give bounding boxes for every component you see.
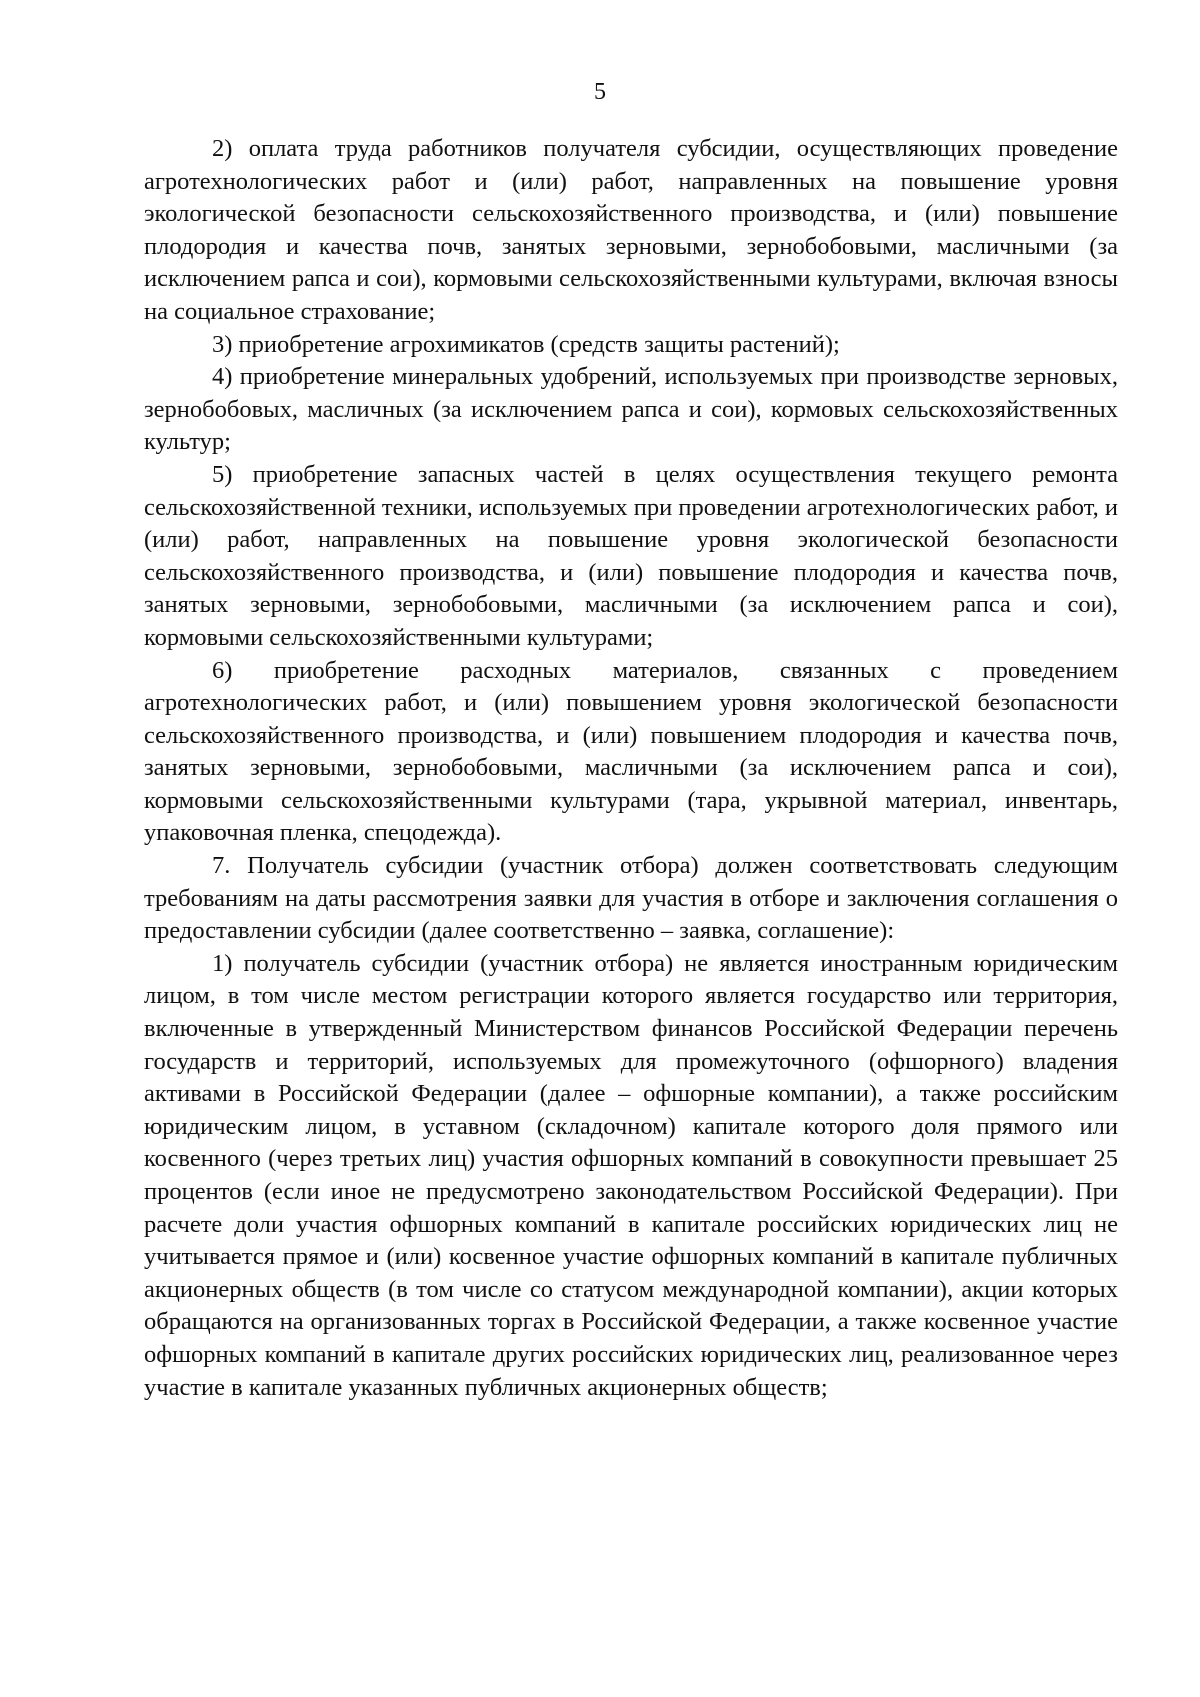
paragraph-item-6-consumables: 6) приобретение расходных материалов, связанных с проведением агротехнологических работ, и (или) повышением уровня экологической безопасности сельскохозяйственного производства, и (или) повышением плодородия и качества почв, занятых зерновыми, зернобобовыми, масличными (за исключением рапса и сои), кормовыми сельскохозяйственными культурами (тара, укрывной материал, инвентарь, упаковочная пленка, спецодежда). [144, 656, 1118, 847]
paragraph-item-5-spare-parts: 5) приобретение запасных частей в целях осуществления текущего ремонта сельскохозяйственной техники, используемых при проведении агротехнологических работ, и (или) работ, направленных на повышение уровня экологической безопасности сельскохозяйственного производства, и (или) повышение плодородия и качества почв, занятых зерновыми, зернобобовыми, масличными (за исключением рапса и сои), кормовыми сельскохозяйственными культурами; [144, 460, 1118, 651]
page-number: 5 [594, 79, 606, 105]
document-body [144, 133, 1118, 1404]
paragraph-requirement-1-offshore: 1) получатель субсидии (участник отбора) не является иностранным юридическим лицом, в том числе местом регистрации которого является государство или территория, включенные в утвержденный Министерством финансов Российской Федерации перечень государств и территорий, используемых для промежуточного (офшорного) владения активами в Российской Федерации (далее – офшорные компании), а также российским юридическим лицом, в уставном (складочном) капитале которого доля прямого или косвенного (через третьих лиц) участия офшорных компаний в совокупности превышает 25 процентов (если иное не предусмотрено законодательством Российской Федерации). При расчете доли участия офшорных компаний в капитале российских юридических лиц не учитывается прямое и (или) косвенное участие офшорных компаний в капитале публичных акционерных обществ (в том числе со статусом международной компании), акции которых обращаются на организованных торгах в Российской Федерации, а также косвенное участие офшорных компаний в капитале других российских юридических лиц, реализованное через участие в капитале указанных публичных акционерных обществ; [144, 949, 1118, 1401]
paragraph-item-4-fertilizers: 4) приобретение минеральных удобрений, используемых при производстве зерновых, зернобобовых, масличных (за исключением рапса и сои), кормовых сельскохозяйственных культур; [144, 363, 1118, 456]
paragraph-item-2-labor-costs: 2) оплата труда работников получателя субсидии, осуществляющих проведение агротехнологических работ и (или) работ, направленных на повышение уровня экологической безопасности сельскохозяйственного производства, и (или) повышение плодородия и качества почв, занятых зерновыми, зернобобовыми, масличными (за исключением рапса и сои), кормовыми сельскохозяйственными культурами, включая взносы на социальное страхование; [144, 135, 1118, 325]
paragraph-clause-7-requirements: 7. Получатель субсидии (участник отбора) должен соответствовать следующим требованиям на даты рассмотрения заявки для участия в отборе и заключения соглашения о предоставлении субсидии (далее соответственно – заявка, соглашение): [144, 852, 1118, 945]
paragraph-item-3-agrochemicals: 3) приобретение агрохимикатов (средств защиты растений); [212, 330, 840, 358]
